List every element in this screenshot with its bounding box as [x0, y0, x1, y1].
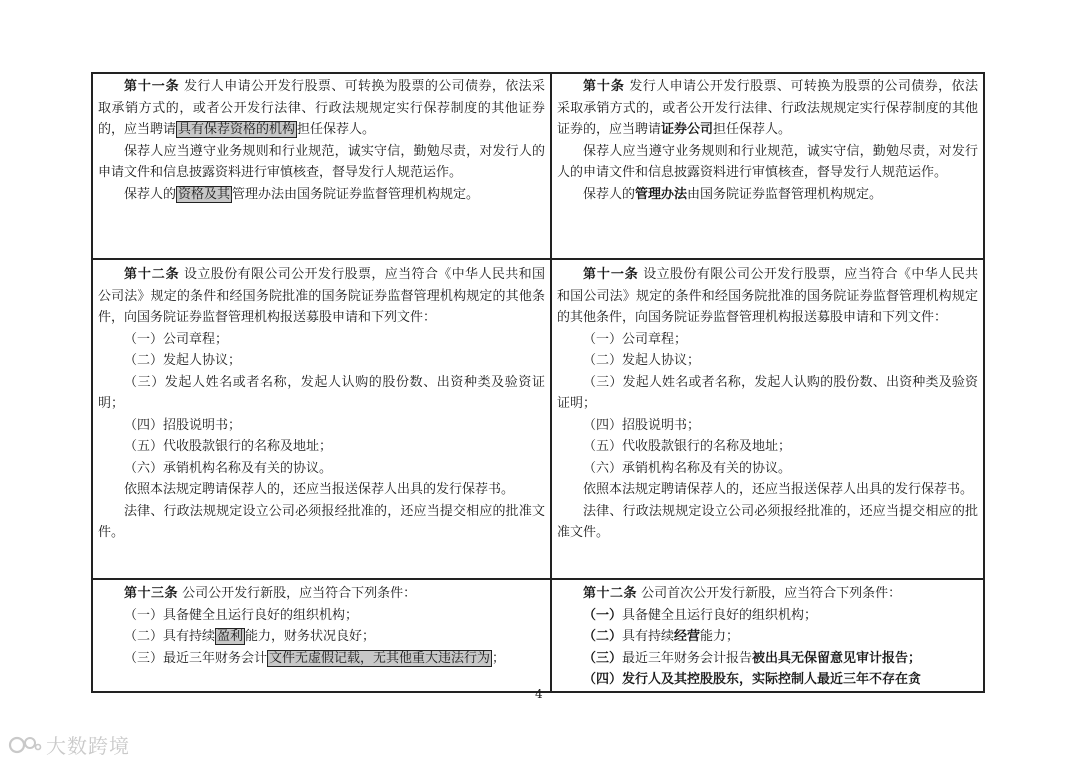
article-number: 第十三条 — [124, 586, 179, 601]
list-item: （二）具有持续 盈利 能力，财务状况良好； — [124, 629, 376, 644]
list-item: （一）公司章程； — [124, 331, 229, 347]
bold-change: 管理办法 — [635, 186, 688, 202]
watermark-text: 大数跨境 — [46, 734, 130, 758]
list-item: （四）招股说明书； — [124, 417, 242, 433]
list-item: （一）具备健全且运行良好的组织机构； — [583, 607, 818, 623]
highlighted-text: 文件无虚假记载，无其他重大违法行为 — [269, 650, 491, 666]
highlighted-text: 具有保荐资格的机构 — [178, 122, 296, 137]
list-item: （三）最近三年财务会计 文件无虚假记载，无其他重大违法行为 ； — [124, 650, 506, 666]
list-item: （三）发起人姓名或者名称，发起人认购的股份数、出资种类及验资证明； — [557, 374, 978, 411]
page-number: 4 — [535, 687, 543, 701]
list-item: （二）发起人协议； — [124, 353, 242, 368]
list-item: （六）承销机构名称及有关的协议。 — [583, 460, 792, 476]
old-law-cell: 第十一条 发行人申请公开发行股票、可转换为股票的公司债券，依法采取承销方式的，或者公开发行法律、行政法规规定实行保荐制度的其他证券的，应当聘请 具有保荐资格的机构 担任保荐人。 保荐人应当遵守业务规则和行业规范，诚实守信，勤勉尽责，对发行人的申请文件和信息披露资料进行审慎核查，督导发行人规范运作。 保荐人的 资格及其 管理办法由国务院证券监督管理机构规定。 — [92, 73, 551, 259]
list-item — [557, 669, 978, 691]
table-row — [92, 579, 984, 692]
list-item: （四）招股说明书； — [583, 417, 701, 433]
logo-icon — [8, 734, 42, 756]
list-item: （二）发起人协议； — [583, 353, 701, 368]
article-number: 第十条 — [583, 79, 625, 94]
list-item: （五）代收股款银行的名称及地址； — [124, 439, 333, 454]
article-number: 第十二条 — [583, 586, 638, 601]
list-item: （五）代收股款银行的名称及地址； — [583, 439, 792, 454]
bold-change: 被出具无保留意见审计报告； — [752, 650, 922, 666]
new-law-cell: 第十条 发行人申请公开发行股票、可转换为股票的公司债券，依法采取承销方式的，或者公开发行法律、行政法规规定实行保荐制度的其他证券的，应当聘请证券公司担任保荐人。 保荐人应当遵守业务规则和行业规范，诚实守信，勤勉尽责，对发行人的申请文件和信息披露资料进行审慎核查，督导发行人规范运作。 保荐人的管理办法由国务院证券监督管理机构规定。 — [551, 73, 984, 259]
table-row — [92, 73, 984, 259]
old-law-cell: 第十三条 公司公开发行新股，应当符合下列条件： （一）具备健全且运行良好的组织机构； （二）具有持续 盈利 能力，财务状况良好； （三）最近三年财务会计 文件无虚假记载，无其他重大违法行为 ； — [92, 579, 551, 692]
new-law-cell: 第十一条 设立股份有限公司公开发行股票，应当符合《中华人民共和国公司法》规定的条件和经国务院批准的国务院证券监督管理机构规定的其他条件，向国务院证券监督管理机构报送募股申请和下列文件： （一）公司章程； （二）发起人协议； （三）发起人姓名或者名称，发起人认购的股份数、出资种类及验资证明； （四）招股说明书； （五）代收股款银行的名称及地址； （六）承销机构名称及有关的协议。 依照本法规定聘请保荐人的，还应当报送保荐人出具的发行保荐书。 法律、行政法规规定设立公司必须报经批准的，还应当提交相应的批准文件。 — [551, 259, 984, 579]
list-item: （三）发起人姓名或者名称，发起人认购的股份数、出资种类及验资证明； — [98, 374, 545, 411]
list-item: （六）承销机构名称及有关的协议。 — [124, 460, 333, 476]
new-law-cell: 第十二条 公司首次公开发行新股，应当符合下列条件： （一）具备健全且运行良好的组织机构； （二）具有持续经营能力； （三）最近三年财务会计报告被出具无保留意见审计报告； （四）发行人及其控股股东，实际控制人最近三年不存在贪 — [551, 579, 984, 692]
list-item: （一）具备健全且运行良好的组织机构； — [124, 607, 359, 623]
bold-change: 证券公司 — [661, 122, 714, 137]
list-item: （二）具有持续经营能力； — [583, 629, 740, 644]
bold-change: 经营 — [674, 629, 701, 644]
article-number: 第十一条 — [583, 267, 639, 282]
watermark — [8, 730, 130, 759]
bold-change: （四）发行人及其控股股东，实际控制人最近三年不存在贪 — [583, 672, 922, 687]
highlighted-text: 盈利 — [217, 629, 244, 644]
table-row — [92, 259, 984, 579]
article-number: 第十二条 — [124, 267, 180, 282]
highlighted-text: 资格及其 — [178, 186, 231, 202]
list-item: （三）最近三年财务会计报告被出具无保留意见审计报告； — [583, 650, 922, 666]
comparison-table — [91, 72, 985, 693]
article-number: 第十一条 — [124, 79, 180, 94]
list-item: （一）公司章程； — [583, 331, 688, 347]
old-law-cell: 第十二条 设立股份有限公司公开发行股票，应当符合《中华人民共和国公司法》规定的条件和经国务院批准的国务院证券监督管理机构规定的其他条件，向国务院证券监督管理机构报送募股申请和下列文件： （一）公司章程； （二）发起人协议； （三）发起人姓名或者名称，发起人认购的股份数、出资种类及验资证明； （四）招股说明书； （五）代收股款银行的名称及地址； （六）承销机构名称及有关的协议。 依照本法规定聘请保荐人的，还应当报送保荐人出具的发行保荐书。 法律、行政法规规定设立公司必须报经批准的，还应当提交相应的批准文件。 — [92, 259, 551, 579]
